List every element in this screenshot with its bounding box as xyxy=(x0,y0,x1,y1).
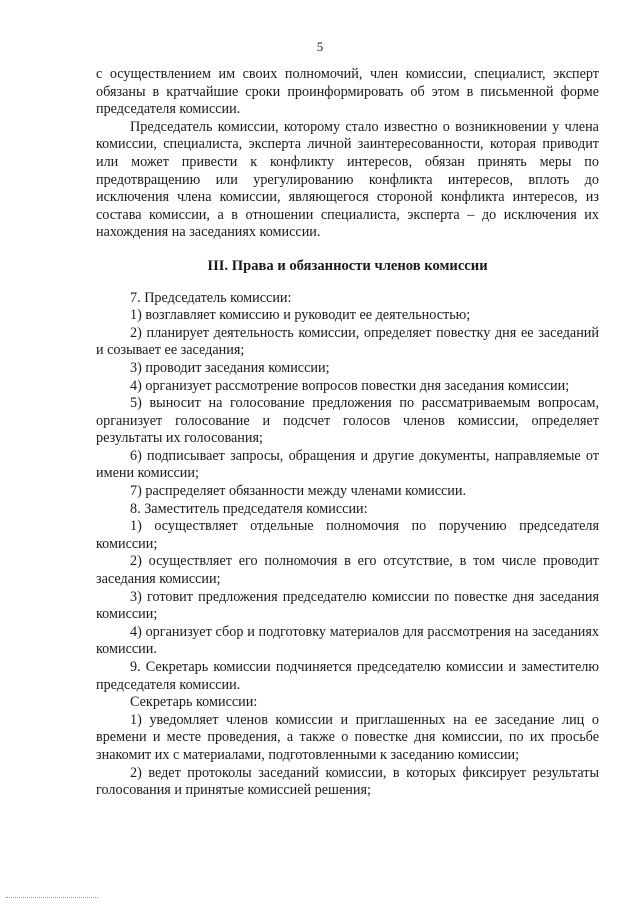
clause-8-title: 8. Заместитель председателя комиссии: xyxy=(130,500,368,517)
list-item: 6) подписывает запросы, обращения и другие документы, направляемые от имени комиссии; xyxy=(96,447,599,482)
clause-9-title: 9. Секретарь комиссии подчиняется председателю комиссии и заместителю председателя комиссии. xyxy=(96,659,599,693)
list-item: 1) уведомляет членов комиссии и приглашенных на ее заседание лиц о времени и месте проведения, а также о повестке дня комиссии, по их просьбе знакомит их с материалами, подготовленными к заседанию комиссии; xyxy=(96,711,599,763)
list-item: 1) возглавляет комиссию и руководит ее деятельностью; xyxy=(130,307,471,324)
clause-7-title: 7. Председатель комиссии: xyxy=(130,289,292,306)
footer-mark xyxy=(6,897,98,899)
list-item: 4) организует сбор и подготовку материалов для рассмотрения на заседаниях комиссии. xyxy=(96,623,599,658)
list-item: 4) организует рассмотрение вопросов повестки дня заседания комиссии; xyxy=(130,377,570,394)
list-item: 5) выносит на голосование предложения по рассматриваемым вопросам, организует голосование и подсчет голосов членов комиссии, определяет результаты их голосования; xyxy=(96,395,599,447)
list-item: 2) ведет протоколы заседаний комиссии, в которых фиксирует результаты голосования и принятые комиссией решения; xyxy=(96,764,599,799)
section-heading: III. Права и обязанности членов комиссии xyxy=(207,257,488,274)
secretary-intro: Секретарь комиссии: xyxy=(130,694,258,711)
paragraph: с осуществлением им своих полномочий, член комиссии, специалист, эксперт обязаны в кратчайшие сроки проинформировать об этом в письменной форме председателя комиссии. xyxy=(96,66,599,118)
document-body xyxy=(96,66,599,800)
paragraph: Председатель комиссии, которому стало известно о возникновении у члена комиссии, специалиста, эксперта личной заинтересованности, которая приводит или может привести к конфликту интересов, обязан принять меры по предотвращению или урегулированию конфликта интересов, вплоть до исключения члена комиссии, являющегося стороной конфликта интересов, из состава комиссии, а в отношении специалиста, эксперта – до исключения их нахождения на заседаниях комиссии. xyxy=(96,118,599,241)
list-item: 3) проводит заседания комиссии; xyxy=(130,359,330,376)
list-item: 3) готовит предложения председателю комиссии по повестке дня заседания комиссии; xyxy=(96,588,599,623)
list-item: 2) планирует деятельность комиссии, определяет повестку дня ее заседаний и созывает ее заседания; xyxy=(96,324,599,359)
list-item: 7) распределяет обязанности между членами комиссии. xyxy=(130,483,467,500)
list-item: 2) осуществляет его полномочия в его отсутствие, в том числе проводит заседания комиссии; xyxy=(96,553,599,588)
page-number: 5 xyxy=(316,39,324,54)
list-item: 1) осуществляет отдельные полномочия по поручению председателя комиссии; xyxy=(96,518,599,552)
